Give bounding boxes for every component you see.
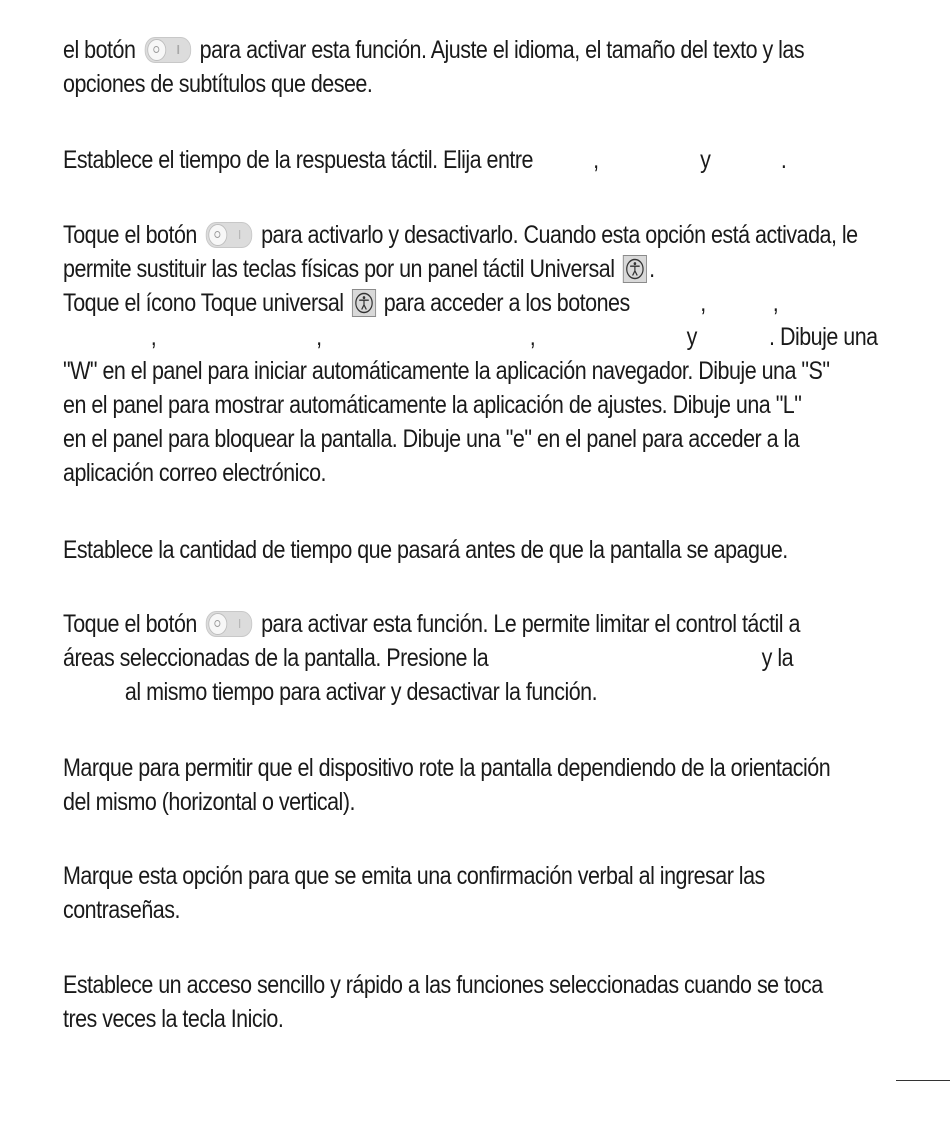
toggle-switch-icon xyxy=(144,37,190,63)
touch-control-text: áreas seleccionadas de la pantalla. Presione la xyxy=(63,644,489,672)
auto-rotate-text: del mismo (horizontal o vertical). xyxy=(63,788,355,816)
speak-passwords-text: contraseñas. xyxy=(63,896,180,924)
universal-touch-text: "W" en el panel para iniciar automáticamente la aplicación navegador. Dibuje una "S" xyxy=(63,357,830,385)
shortcut-text: Establece un acceso sencillo y rápido a las funciones seleccionadas cuando se toca xyxy=(63,971,823,999)
universal-touch-text: . xyxy=(649,255,655,283)
speak-passwords-paragraph xyxy=(63,859,820,927)
touch-feedback-paragraph xyxy=(63,143,820,177)
footer-rule xyxy=(896,1080,950,1081)
captions-text: para activar esta función. Ajuste el idioma, el tamaño del texto y las xyxy=(199,36,805,64)
touch-control-text: Toque el botón xyxy=(63,610,197,638)
touch-feedback-text: Establece el tiempo de la respuesta táctil. Elija entre xyxy=(63,146,533,174)
screen-timeout-text: Establece la cantidad de tiempo que pasará antes de que la pantalla se apague. xyxy=(63,536,788,564)
shortcut-text: tres veces la tecla Inicio. xyxy=(63,1005,284,1033)
separator-text: , xyxy=(529,323,536,351)
captions-text: opciones de subtítulos que desee. xyxy=(63,70,373,98)
toggle-switch-icon xyxy=(206,222,252,248)
touch-control-paragraph xyxy=(63,607,820,709)
accessibility-icon xyxy=(352,289,376,317)
universal-touch-text: en el panel para mostrar automáticamente la aplicación de ajustes. Dibuje una "L" xyxy=(63,391,802,419)
universal-touch-text: . Dibuje una xyxy=(769,323,878,351)
separator-text: , xyxy=(772,289,779,317)
separator-text: y xyxy=(686,323,697,351)
universal-touch-text: aplicación correo electrónico. xyxy=(63,459,326,487)
universal-touch-text: para acceder a los botones xyxy=(383,289,630,317)
separator-text: , xyxy=(150,323,157,351)
touch-control-text: y la xyxy=(761,644,794,672)
separator-text: , xyxy=(593,146,599,174)
captions-paragraph xyxy=(63,33,820,101)
touch-control-text: al mismo tiempo para activar y desactivar la función. xyxy=(124,678,598,706)
shortcut-paragraph xyxy=(63,968,823,1036)
accessibility-icon xyxy=(623,255,647,283)
universal-touch-text: permite sustituir las teclas físicas por un panel táctil Universal xyxy=(63,255,615,283)
captions-text: el botón xyxy=(63,36,136,64)
auto-rotate-paragraph xyxy=(63,751,831,819)
separator-text: . xyxy=(780,146,787,174)
auto-rotate-text: Marque para permitir que el dispositivo rote la pantalla dependiendo de la orientación xyxy=(63,754,831,782)
speak-passwords-text: Marque esta opción para que se emita una confirmación verbal al ingresar las xyxy=(63,862,765,890)
universal-touch-paragraph xyxy=(63,218,878,490)
separator-text: , xyxy=(700,289,706,317)
universal-touch-text: en el panel para bloquear la pantalla. Dibuje una "e" en el panel para acceder a la xyxy=(63,425,800,453)
universal-touch-text: para activarlo y desactivarlo. Cuando esta opción está activada, le xyxy=(261,221,858,249)
touch-control-text: para activar esta función. Le permite limitar el control táctil a xyxy=(261,610,800,638)
separator-text: y xyxy=(700,146,711,174)
universal-touch-text: Toque el ícono Toque universal xyxy=(63,289,344,317)
universal-touch-text: Toque el botón xyxy=(63,221,197,249)
separator-text: , xyxy=(316,323,322,351)
screen-timeout-paragraph xyxy=(63,533,820,567)
toggle-switch-icon xyxy=(206,611,252,637)
